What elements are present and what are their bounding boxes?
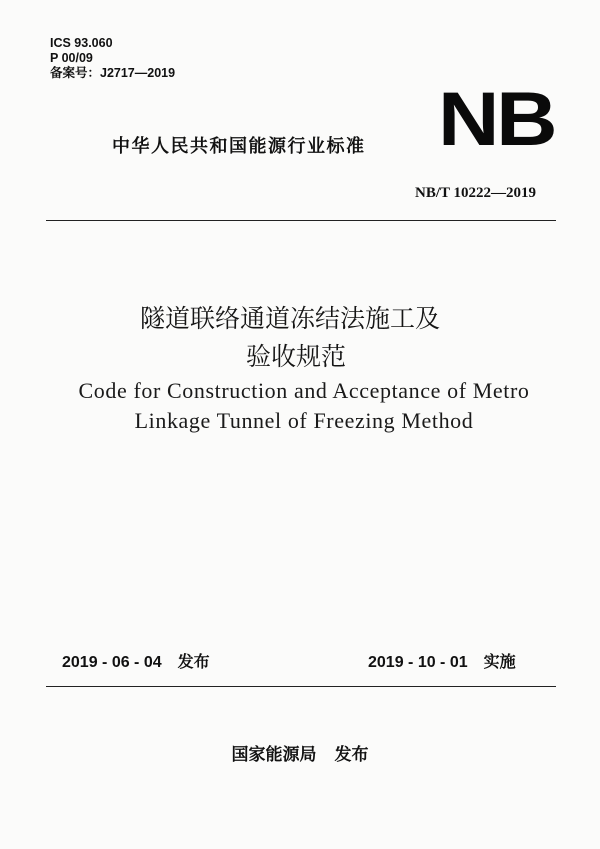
standard-category: 中华人民共和国能源行业标准: [112, 136, 366, 157]
implement-date-block: [368, 649, 516, 672]
top-divider: [46, 220, 556, 221]
title-cn-line-1: 隧道联络通道冻结法施工及: [139, 304, 440, 333]
filing-number: 备案号：J2717—2019: [50, 66, 176, 80]
title-en-line-2: Linkage Tunnel of Freezing Method: [134, 408, 474, 433]
implement-date: 2019 - 10 - 01: [368, 654, 468, 671]
nb-logo: NB: [438, 77, 555, 162]
issue-label: 发布: [177, 652, 210, 671]
ics-code: ICS 93.060: [50, 36, 113, 50]
issue-date: 2019 - 06 - 04: [62, 654, 162, 671]
issuer-label: 发布: [334, 745, 369, 765]
classification-codes: [50, 36, 175, 81]
issuer-block: [0, 740, 600, 765]
issuer-name: 国家能源局: [231, 745, 317, 765]
implement-label: 实施: [483, 652, 516, 671]
title-en-line-1: Code for Construction and Acceptance of Metro: [78, 378, 530, 403]
title-cn-line-2: 验收规范: [245, 342, 346, 371]
classification-code: P 00/09: [50, 51, 93, 65]
standard-number: NB/T 10222—2019: [415, 185, 536, 201]
issue-date-block: [62, 649, 210, 672]
bottom-divider: [46, 686, 556, 687]
